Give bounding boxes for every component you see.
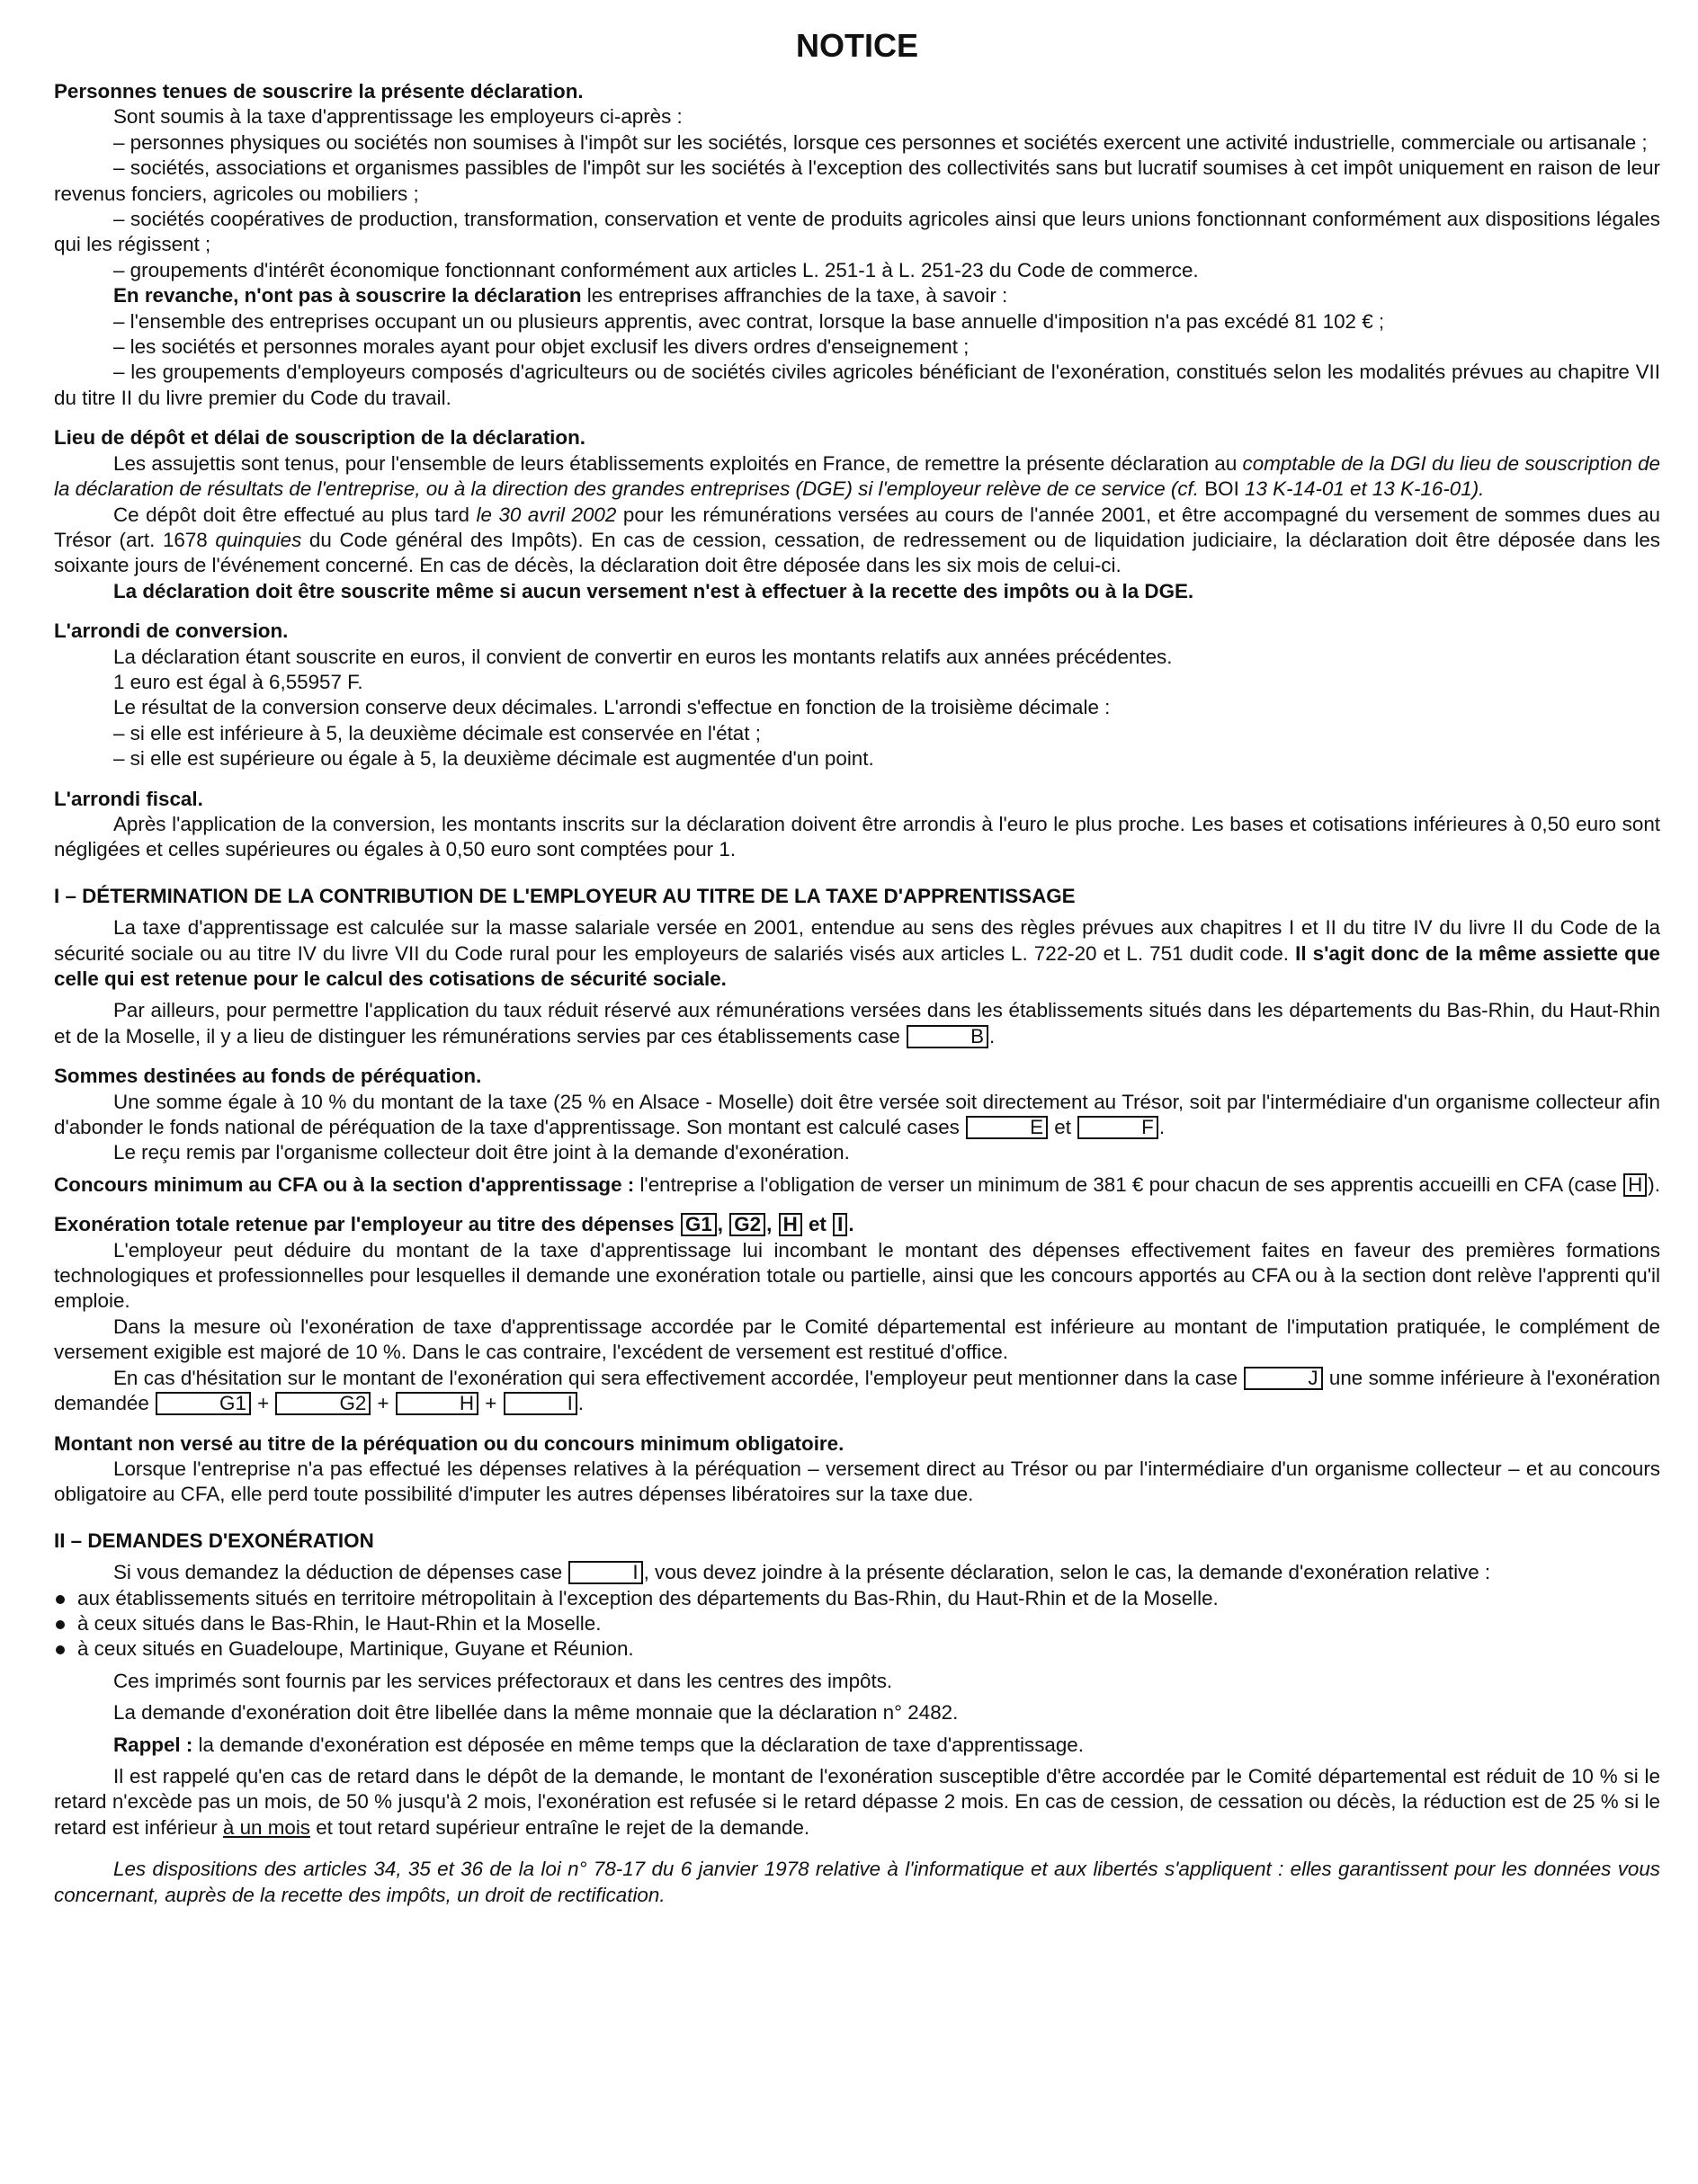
paragraph-section2-2: Ces imprimés sont fournis par les services préfectoraux et dans les centres des impôts. (113, 1669, 893, 1692)
list-item: – les groupements d'employeurs composés d'agriculteurs ou de sociétés civiles agricoles bénéficiant de l'exonération, constitués selon les modalités prévues au chapitre VII du titre II du livre premier du Code du travail. (54, 361, 1660, 409)
case-box-B: B (907, 1025, 988, 1048)
bullet-item: à ceux situés dans le Bas-Rhin, le Haut-Rhin et la Moselle. (54, 1611, 1660, 1636)
section-heading-conversion: L'arrondi de conversion. (54, 620, 289, 643)
paragraph-concours (54, 1172, 1660, 1198)
paragraph-fiscal: Après l'application de la conversion, les montants inscrits sur la déclaration doivent être arrondis à l'euro le plus proche. Les bases et cotisations inférieures à 0,50 euro sont négligées et celles supérieures ou égales à 0,50 euro sont comptées pour 1. (54, 812, 1660, 861)
list-item: – personnes physiques ou sociétés non soumises à l'impôt sur les sociétés, lorsque ces personnes et sociétés exercent une activité industrielle, commerciale ou artisanale ; (113, 130, 1648, 154)
italic-span: comptable de la DGI du lieu de souscription de la déclaration de résultats de l'entreprise, ou à la direction des grandes entreprises (DGE) si l'employeur relève de ce service (cf. (54, 451, 1660, 501)
text-span: l'entreprise a l'obligation de verser un minimum de 381 € pour chacun de ses apprentis accueilli en CFA (case (634, 1172, 1623, 1196)
section-heading-I: I – DÉTERMINATION DE LA CONTRIBUTION DE L'EMPLOYEUR AU TITRE DE LA TAXE D'APPRENTISSAGE (54, 884, 1076, 907)
text-span: du Code général des Impôts). En cas de cession, cessation, de redressement ou de liquidation judiciaire, la déclaration doit être déposée dans les soixante jours de l'événement concerné. En cas de décès, la déclaration doit être déposée dans les six mois de celui-ci. (54, 528, 1660, 577)
paragraph-section1-1 (54, 915, 1660, 992)
text-span: + (371, 1392, 395, 1415)
page-title: NOTICE (795, 27, 918, 64)
text-span: , vous devez joindre à la présente déclaration, selon le cas, la demande d'exonération relative : (643, 1561, 1491, 1584)
section-heading-perequation: Sommes destinées au fonds de péréquation. (54, 1065, 482, 1088)
paragraph-section1-2 (54, 998, 1660, 1049)
case-box-I: I (504, 1392, 577, 1415)
bold-span: Il s'agit donc de la même assiette que celle qui est retenue pour le calcul des cotisations de sécurité sociale. (54, 941, 1660, 990)
text-span: et (1049, 1116, 1077, 1139)
text-span: Si vous demandez la déduction de dépenses case (113, 1561, 568, 1584)
text-span: . (1158, 1116, 1166, 1139)
case-box-H: H (779, 1213, 802, 1236)
text-span: pour les rémunérations versées au cours de l'année 2001, et être accompagné du versement de sommes dues au Trésor (art. 1678 (54, 503, 1661, 551)
text-span: et tout retard supérieur entraîne le rejet de la demande. (310, 1815, 810, 1839)
case-box-G1: G1 (156, 1392, 251, 1415)
case-box-H: H (1623, 1173, 1647, 1197)
text-span: Par ailleurs, pour permettre l'application du taux réduit réservé aux rémunérations versées dans les établissements situés dans les départements du Bas-Rhin, du Haut-Rhin et de la Moselle, il y a lieu de distinguer les rémunérations servies par ces établissements case (54, 999, 1660, 1047)
paragraph-exoneration-2: Dans la mesure où l'exonération de taxe d'apprentissage accordée par le Comité départemental est inférieure au montant de l'imputation pratiquée, le complément de versement exigible est majoré de 10 %. Dans le cas contraire, l'excédent de versement est restitué d'office. (54, 1315, 1660, 1364)
paragraph-perequation-2: Le reçu remis par l'organisme collecteur doit être joint à la demande d'exonération. (113, 1141, 850, 1164)
conversion-line: – si elle est inférieure à 5, la deuxième décimale est conservée en l'état ; (113, 721, 761, 744)
text-span: La taxe d'apprentissage est calculée sur la masse salariale versée en 2001, entendue au sens des règles prévues aux chapitres I et II du titre IV du livre II du Code de la sécurité sociale ou au titre IV du livre VII du Code rural pour les employeurs de salariés visés aux articles L. 722-20 et L. 751 dudit code. (54, 916, 1660, 965)
case-box-G1: G1 (681, 1213, 717, 1236)
text-span: . (577, 1392, 585, 1415)
case-box-H: H (396, 1392, 478, 1415)
section-heading-fiscal: L'arrondi fiscal. (54, 787, 203, 810)
paragraph-perequation-1 (54, 1090, 1660, 1141)
italic-span: 13 K-14-01 et 13 K-16-01). (1245, 477, 1485, 501)
footer-legal-note: Les dispositions des articles 34, 35 et 36 de la loi n° 78-17 du 6 janvier 1978 relative à l'informatique et aux libertés s'appliquent : elles garantissent pour les données vous concernant, auprès de la recette des impôts, un droit de rectification. (54, 1858, 1660, 1906)
heading-text: Exonération totale retenue par l'employeur au titre des dépenses (54, 1213, 680, 1236)
list-item: – l'ensemble des entreprises occupant un ou plusieurs apprentis, avec contrat, lorsque la base annuelle d'imposition n'a pas excédé 81 102 € ; (113, 309, 1385, 333)
paragraph-lieu-3: La déclaration doit être souscrite même si aucun versement n'est à effectuer à la recette des impôts ou à la DGE. (113, 579, 1194, 602)
case-box-E: E (966, 1116, 1048, 1139)
bullet-item: à ceux situés en Guadeloupe, Martinique, Guyane et Réunion. (54, 1636, 1660, 1662)
bullet-item: aux établissements situés en territoire métropolitain à l'exception des départements du Bas-Rhin, du Haut-Rhin et de la Moselle. (54, 1586, 1660, 1611)
case-box-G2: G2 (275, 1392, 371, 1415)
case-box-G2: G2 (729, 1213, 765, 1236)
conversion-line: – si elle est supérieure ou égale à 5, la deuxième décimale est augmentée d'un point. (113, 747, 874, 771)
section-heading-lieu: Lieu de dépôt et délai de souscription de la déclaration. (54, 426, 585, 450)
text-span: Une somme égale à 10 % du montant de la taxe (25 % en Alsace - Moselle) doit être versée soit directement au Trésor, soit par l'intermédiaire d'un organisme collecteur afin d'abonder le fonds national de péréquation de la taxe d'apprentissage. Son montant est calculé cases (54, 1090, 1660, 1139)
paragraph-rappel (54, 1733, 1660, 1758)
text-span: une somme inférieure à l'exonération demandée (54, 1366, 1661, 1415)
paragraph-lieu-1 (54, 451, 1660, 503)
italic-date: le 30 avril 2002 (476, 503, 617, 526)
text-span: En cas d'hésitation sur le montant de l'exonération qui sera effectivement accordée, l'employeur peut mentionner dans la case (113, 1366, 1244, 1389)
section-heading-exoneration (54, 1212, 1660, 1237)
text-span: BOI (1199, 477, 1246, 501)
section-heading-II: II – DEMANDES D'EXONÉRATION (54, 1529, 374, 1552)
text-span: , (766, 1213, 778, 1236)
bold-span: Concours minimum au CFA ou à la section d'apprentissage : (54, 1172, 635, 1196)
case-box-I: I (833, 1213, 847, 1236)
underlined-span: à un mois (222, 1815, 310, 1839)
case-box-I: I (568, 1561, 642, 1584)
bold-span: Rappel : (113, 1733, 193, 1756)
conversion-line: 1 euro est égal à 6,55957 F. (113, 670, 363, 693)
text-span: la demande d'exonération est déposée en même temps que la déclaration de taxe d'apprentissage. (192, 1733, 1084, 1756)
paragraph-section2-4 (54, 1764, 1660, 1841)
italic-span: quinquies (215, 528, 302, 551)
paragraph-exoneration-1: L'employeur peut déduire du montant de la taxe d'apprentissage lui incombant le montant des dépenses effectivement faites en faveur des premières formations technologiques et professionnelles pour lesquelles il demande une exonération totale ou partielle, ainsi que les concours apportés au CFA ou à la section dont relève l'apprenti qu'il emploie. (54, 1238, 1660, 1313)
revanche-bold: En revanche, n'ont pas à souscrire la déclaration (113, 284, 582, 308)
list-item: – groupements d'intérêt économique fonctionnant conformément aux articles L. 251-1 à L. 251-23 du Code de commerce. (113, 258, 1199, 281)
text-span: Ce dépôt doit être effectué au plus tard (113, 503, 477, 526)
paragraph-revanche (54, 283, 1660, 308)
text-span: ). (1648, 1172, 1660, 1196)
text-span: . (848, 1213, 854, 1236)
list-item: – sociétés, associations et organismes passibles de l'impôt sur les sociétés à l'exception des collectivités sans but lucratif soumises à cet impôt uniquement en raison de leur revenus fonciers, agricoles ou mobiliers ; (54, 156, 1660, 205)
case-box-F: F (1077, 1116, 1158, 1139)
paragraph-lieu-2 (54, 503, 1660, 579)
paragraph-section2-3: La demande d'exonération doit être libellée dans la même monnaie que la déclaration n° 2482. (113, 1701, 959, 1725)
text-span: , (717, 1213, 729, 1236)
text-span: Les assujettis sont tenus, pour l'ensemble de leurs établissements exploités en France, de remettre la présente déclaration au (113, 451, 1243, 475)
section-heading-personnes: Personnes tenues de souscrire la présente déclaration. (54, 80, 584, 103)
conversion-line: La déclaration étant souscrite en euros, il convient de convertir en euros les montants relatifs aux années précédentes. (113, 645, 1173, 668)
case-box-J: J (1244, 1367, 1322, 1390)
paragraph-montant: Lorsque l'entreprise n'a pas effectué les dépenses relatives à la péréquation – versement direct au Trésor ou par l'intermédiaire d'un organisme collecteur – et au concours obligatoire au CFA, elle perd toute possibilité d'imputer les autres dépenses libératoires sur la taxe due. (54, 1457, 1660, 1506)
list-item: – les sociétés et personnes morales ayant pour objet exclusif les divers ordres d'enseignement ; (113, 335, 970, 359)
conversion-line: Le résultat de la conversion conserve deux décimales. L'arrondi s'effectue en fonction de la troisième décimale : (113, 696, 1111, 719)
paragraph-exoneration-3 (54, 1366, 1660, 1417)
text-span: + (251, 1392, 275, 1415)
text-span: et (802, 1213, 833, 1236)
paragraph-personnes-intro: Sont soumis à la taxe d'apprentissage les employeurs ci-après : (113, 105, 683, 129)
section-heading-montant: Montant non versé au titre de la péréquation ou du concours minimum obligatoire. (54, 1431, 845, 1455)
text-span: Il est rappelé qu'en cas de retard dans le dépôt de la demande, le montant de l'exonération susceptible d'être accordée par le Comité départemental est réduit de 10 % si le retard n'excède pas un mois, de 50 % jusqu'à 2 mois, l'exonération est refusée si le retard dépasse 2 mois. En cas de cession, de cessation ou décès, la réduction est de 25 % si le retard est inférieur (54, 1764, 1660, 1839)
list-item: – sociétés coopératives de production, transformation, conservation et vente de produits agricoles ainsi que leurs unions fonctionnant conformément aux dispositions légales qui les régissent ; (54, 208, 1660, 256)
text-span: . (989, 1024, 996, 1047)
paragraph-section2-1 (54, 1560, 1660, 1585)
text-span: + (479, 1392, 503, 1415)
revanche-text: les entreprises affranchies de la taxe, à savoir : (581, 284, 1008, 308)
